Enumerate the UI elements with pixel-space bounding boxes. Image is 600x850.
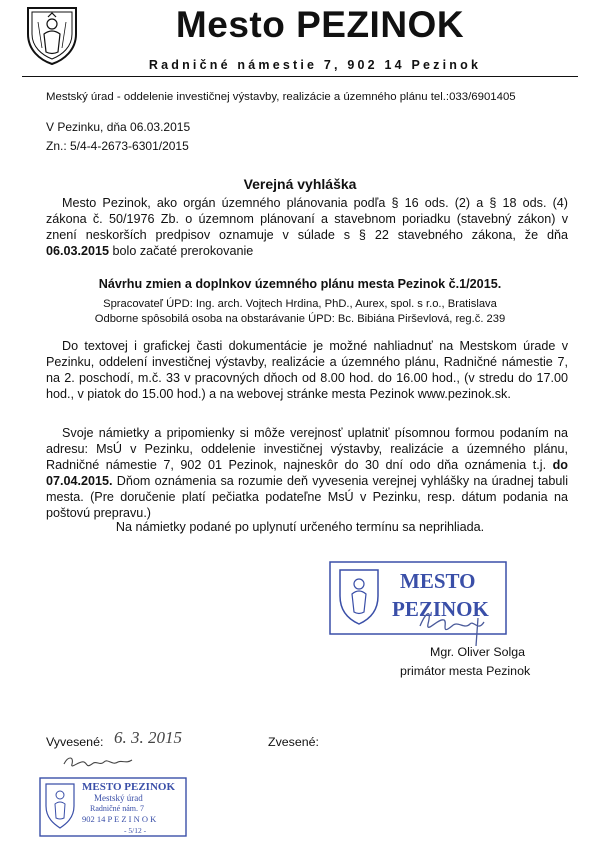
authors-block: [0, 297, 600, 327]
mayor-stamp: [328, 560, 508, 650]
announcement-text-end: bolo začaté prerokovanie: [109, 244, 254, 259]
posted-label: Vyvesené:: [46, 735, 104, 749]
posted-date-text: 6. 3. 2015: [114, 728, 182, 747]
plan-subject: Návrhu zmien a doplnkov územného plánu mesta Pezinok č.1/2015.: [98, 277, 502, 291]
coat-of-arms-icon: [22, 4, 82, 66]
stamp-line-mesto: MESTO: [400, 569, 476, 593]
posted-date-handwritten: [112, 723, 202, 751]
paragraph-viewing: Do textovej i grafickej časti dokumentácie je možné nahliadnuť na Mestskom úrade v Pezinku, oddelení investičnej výstavby, realizácie a územného plánu, Radničné námestie 7, na 2. poschodí, m.č. 33 v pracovných dňoch od 8.00 hod. do 16.00 hod., (v stredu do 17.00 hod., v piatok do 15.00 hod.) a na webovej stránke mesta Pezinok www.pezinok.sk.: [46, 339, 568, 402]
processor-line: Spracovateľ ÚPD: Ing. arch. Vojtech Hrdina, PhD., Aurex, spol. s r.o., Bratislava: [103, 298, 497, 310]
document-heading: Verejná vyhláška: [243, 176, 357, 192]
town-title: Mesto PEZINOK: [175, 4, 465, 45]
office-stamp-line2: Mestský úrad: [94, 793, 143, 803]
office-stamp: [38, 776, 188, 838]
start-date: 06.03.2015: [46, 244, 110, 259]
qualified-person-line: Odborne spôsobilá osoba na obstarávanie ÚPD: Bc. Bibiána Pirševlová, reg.č. 239: [94, 313, 506, 325]
office-stamp-line1: MESTO PEZINOK: [82, 781, 176, 793]
paragraph-objections: [46, 425, 568, 522]
objections-text-end: Dňom oznámenia sa rozumie deň vyvesenia verejnej vyhlášky na úradnej tabuli mesta. (Pre doručenie platí pečiatka podateľne MsÚ v Pezinku, resp. dátum podania na poštovú prepravu.): [46, 474, 568, 521]
office-line: Mestský úrad - oddelenie investičnej výstavby, realizácie a územného plánu tel.:033/6901405: [46, 91, 516, 103]
reference-number: Zn.: 5/4-4-2673-6301/2015: [46, 139, 189, 153]
removed-label: Zvesené:: [268, 735, 319, 749]
office-stamp-line5: - 5/12 -: [124, 826, 147, 835]
office-stamp-line4: 902 14 P E Z I N O K: [82, 814, 157, 824]
objections-text: Svoje námietky a pripomienky si môže verejnosť uplatniť písomnou formou podaním na adresu: MsÚ v Pezinku, oddelenie investičnej výstavby, realizácie a územného plánu, Radničné námestie 7, 902 01 Pezinok, najneskôr do 30 dní odo dňa oznámenia t.j.: [46, 426, 568, 473]
place-date: V Pezinku, dňa 06.03.2015: [46, 120, 191, 134]
announcement-text: Mesto Pezinok, ako orgán územného plánovania podľa § 16 ods. (2) a § 18 ods. (4) zákona č. 50/1976 Zb. o územnom plánovaní a stavebnom poriadku (stavebný zákon) v znení neskorších predpisov oznamuje v súlade s § 22 stavebného zákona, že dňa: [46, 196, 568, 243]
deadline-date: do 07.04.2015.: [46, 458, 568, 489]
office-stamp-line3: Radničné nám. 7: [90, 804, 144, 813]
posted-signature-icon: [60, 752, 140, 772]
header-divider: [22, 76, 578, 77]
stamp-line-pezinok: PEZINOK: [392, 597, 489, 621]
signatory-role: primátor mesta Pezinok: [400, 664, 531, 678]
signatory-name: Mgr. Oliver Solga: [430, 645, 526, 659]
paragraph-announcement: [46, 195, 568, 259]
closing-note: Na námietky podané po uplynutí určeného termínu sa neprihliada.: [115, 520, 485, 534]
town-address: Radničné námestie 7, 902 14 Pezinok: [148, 58, 482, 72]
